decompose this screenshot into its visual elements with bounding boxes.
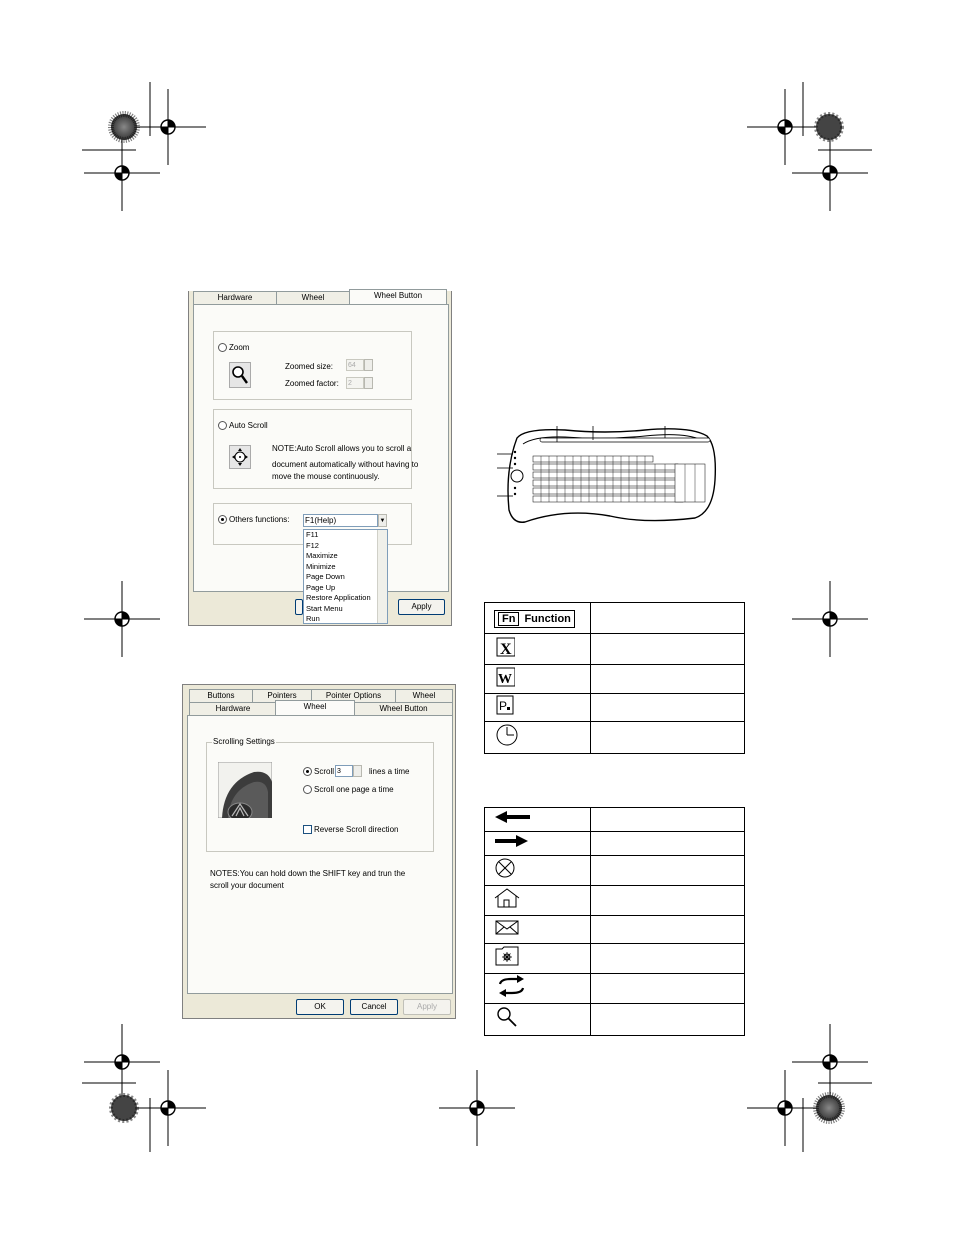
cancel-button[interactable]: Cancel [350,999,398,1015]
apply-button[interactable]: Apply [398,599,445,615]
autoscroll-label: Auto Scroll [229,421,268,430]
clock-icon [485,722,519,748]
tab-wheel[interactable]: Wheel [276,291,350,304]
scrolling-settings-title: Scrolling Settings [213,737,275,746]
search-icon [485,1004,521,1030]
autoscroll-icon [229,445,251,469]
other-functions-radio[interactable] [218,515,227,524]
function-dropdown-list[interactable] [303,529,388,624]
table-row [485,1004,745,1036]
table-row [485,808,745,832]
scroll-page-radio[interactable] [303,785,312,794]
list-item[interactable]: F12 [306,540,319,550]
autoscroll-note-1: NOTE:Auto Scroll allows you to scroll a [272,444,412,453]
list-item[interactable]: Minimize [306,561,336,571]
tab-wheel-button[interactable]: Wheel Button [354,702,453,715]
tab-hardware[interactable]: Hardware [193,291,277,304]
zoomed-size-input[interactable]: 64 [346,359,364,371]
favorites-icon [485,944,521,968]
table-row [485,886,745,916]
scroll-lines-input[interactable]: 3 [335,765,353,777]
table-row [485,603,745,634]
list-item[interactable]: F11 [306,530,319,539]
list-item[interactable]: Maximize [306,551,338,560]
scroll-lines-stepper[interactable] [353,765,362,777]
notes-line-2: scroll your document [210,881,284,890]
table-row [485,974,745,1004]
list-item[interactable]: Page Up [306,582,336,592]
scroll-page-label: Scroll one page a time [314,785,394,794]
internet-key-table [484,807,745,1036]
svg-text:P: P [499,699,508,713]
function-select[interactable]: F1(Help) [303,514,378,527]
scroll-label: Scroll [314,767,335,776]
reverse-scroll-label: Reverse Scroll direction [314,825,399,834]
zoomed-factor-stepper[interactable] [364,377,373,389]
chevron-down-icon[interactable]: ▼ [378,514,387,527]
forward-arrow-icon [485,832,535,850]
mail-icon [485,916,521,938]
table-row [485,665,745,694]
zoom-radio[interactable] [218,343,227,352]
stop-icon [485,856,519,880]
list-item[interactable]: Run [306,614,320,623]
list-item[interactable]: Restore Application [306,593,371,602]
magnifier-icon [229,362,251,388]
table-row [485,944,745,974]
table-row [485,856,745,886]
list-item[interactable]: Page Down [306,572,345,581]
lines-a-time-label: lines a time [369,767,410,776]
wheel-button-dialog [188,291,452,626]
mouse-wheel-image [218,762,272,818]
table-row [485,722,745,754]
autoscroll-radio[interactable] [218,421,227,430]
notes-line-1: NOTES:You can hold down the SHIFT key and trun the [210,869,406,878]
home-icon [485,886,521,910]
tab-buttons[interactable]: Buttons [189,689,253,702]
wheel-dialog [182,684,456,1019]
function-key-table [484,602,745,754]
excel-icon [485,635,515,659]
zoomed-factor-label: Zoomed factor: [285,379,339,388]
refresh-icon [485,974,529,998]
list-item[interactable]: Start Menu [306,603,343,613]
table-row [485,634,745,665]
zoomed-size-stepper[interactable] [364,359,373,371]
reverse-scroll-checkbox[interactable] [303,825,312,834]
tab-wheel-top[interactable]: Wheel [395,689,453,702]
autoscroll-note-3: move the mouse continuously. [272,472,380,481]
powerpoint-icon [485,694,515,716]
word-icon [485,666,515,688]
table-row [485,832,745,856]
tab-pointers[interactable]: Pointers [252,689,312,702]
ok-button[interactable]: OK [296,999,344,1015]
zoomed-factor-input[interactable]: 2 [346,377,364,389]
tab-pointer-options[interactable]: Pointer Options [311,689,396,702]
function-key-icon: Fn Function [494,610,575,628]
back-arrow-icon [485,808,535,826]
table-row [485,694,745,722]
keyboard-illustration [495,420,725,530]
zoomed-size-label: Zoomed size: [285,362,334,371]
autoscroll-note-2: document automatically without having to [272,460,419,469]
ok-button-partial[interactable] [295,599,303,615]
tab-wheel-button[interactable]: Wheel Button [349,289,447,304]
svg-text:W: W [498,671,512,687]
tab-hardware[interactable]: Hardware [189,702,277,715]
table-row [485,916,745,944]
other-functions-label: Others functions: [229,515,290,524]
apply-button[interactable]: Apply [403,999,451,1015]
svg-text:X: X [500,640,512,658]
tab-wheel[interactable]: Wheel [275,700,355,715]
zoom-label: Zoom [229,343,250,352]
dropdown-scrollbar[interactable] [377,530,387,623]
scroll-lines-radio[interactable] [303,767,312,776]
